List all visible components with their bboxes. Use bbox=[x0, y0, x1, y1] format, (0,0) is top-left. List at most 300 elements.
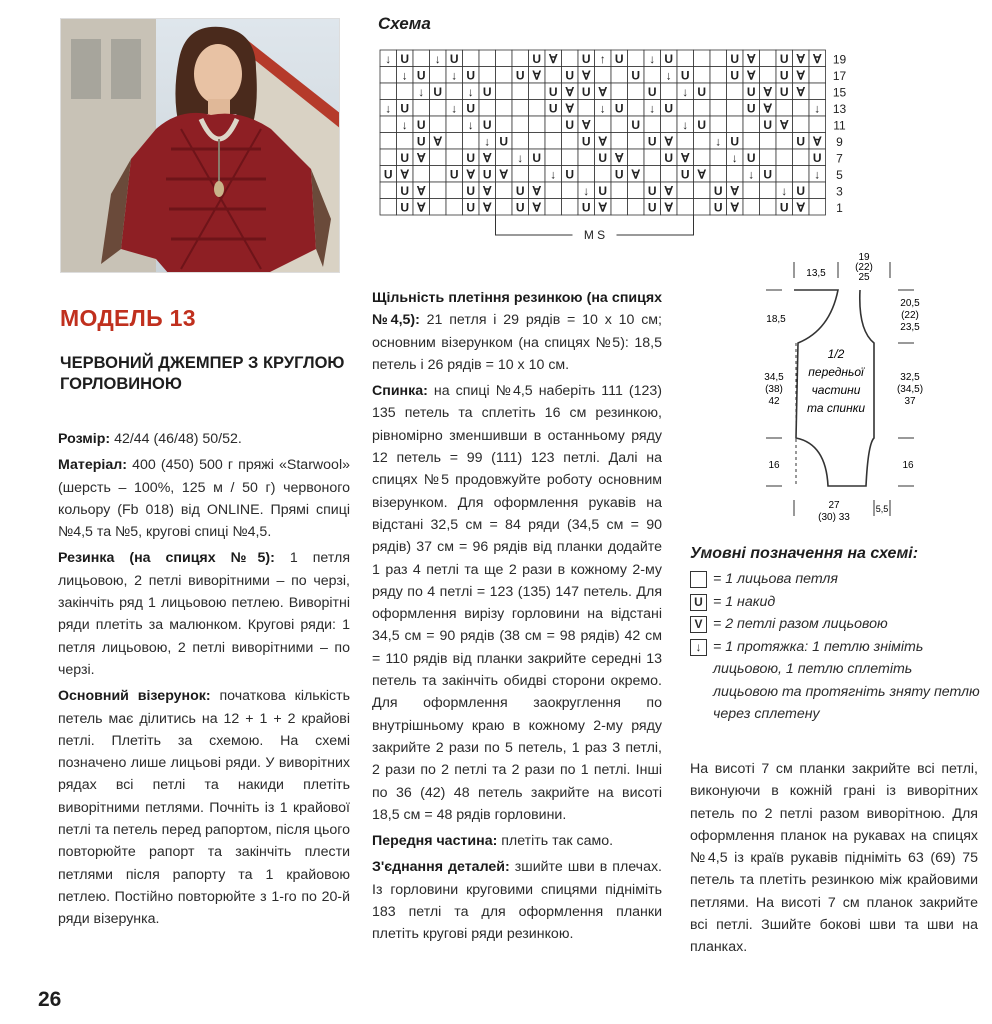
chart-symbol: U bbox=[466, 200, 476, 215]
chart-symbol: ↓ bbox=[649, 52, 656, 66]
chart-symbol: U bbox=[647, 134, 657, 149]
chart-symbol: ↓ bbox=[748, 167, 755, 182]
size-label: Розмір: bbox=[58, 431, 111, 447]
chart-cell bbox=[611, 83, 628, 100]
chart-cell bbox=[446, 149, 463, 166]
chart-symbol: U bbox=[779, 52, 789, 66]
chart-cell bbox=[397, 83, 414, 100]
chart-symbol: ∀ bbox=[615, 151, 624, 165]
chart-cell bbox=[710, 83, 727, 100]
chart-cell bbox=[496, 199, 513, 216]
chart-symbol: U bbox=[631, 118, 641, 132]
chart-symbol: U bbox=[614, 52, 624, 66]
chart-symbol: ∀ bbox=[796, 52, 805, 66]
chart-cell bbox=[545, 182, 562, 199]
chart-cell bbox=[727, 116, 744, 133]
row-number: 1 bbox=[836, 201, 843, 215]
chart-symbol: ↓ bbox=[517, 151, 524, 165]
chart-symbol: U bbox=[730, 52, 740, 66]
chart-cell bbox=[677, 133, 694, 150]
chart-cell bbox=[446, 133, 463, 150]
chart-cell bbox=[545, 67, 562, 84]
chart-symbol: U bbox=[664, 151, 674, 165]
chart-symbol: ∀ bbox=[730, 184, 739, 198]
chart-cell bbox=[397, 133, 414, 150]
chart-cell bbox=[694, 182, 711, 199]
page-number: 26 bbox=[38, 988, 62, 1011]
dim-right-top-3: 23,5 bbox=[900, 322, 920, 333]
chart-symbol: U bbox=[466, 101, 476, 116]
dim-right-mid-1: 32,5 bbox=[900, 372, 920, 383]
chart-cell bbox=[628, 182, 645, 199]
dim-top-neck: 19 bbox=[858, 252, 870, 263]
chart-symbol: ∀ bbox=[780, 118, 789, 132]
chart-symbol: ↓ bbox=[451, 68, 458, 83]
chart-symbol: ∀ bbox=[598, 134, 607, 149]
legend-item-knit bbox=[690, 568, 980, 591]
chart-symbol: U bbox=[598, 184, 608, 198]
chart-cell bbox=[760, 50, 777, 67]
chart-symbol: U bbox=[466, 151, 476, 165]
chart-cell bbox=[677, 100, 694, 117]
gauge-text: 21 петля і 29 рядів = 10 х 10 см; основним візерунком (на спицях №5): 18,5 петель і 26 рядів = 10 х 10 см. bbox=[372, 312, 662, 373]
chart-cell bbox=[430, 199, 447, 216]
dim-left-mid-3: 42 bbox=[768, 396, 780, 407]
dim-top-neck-2: (22) bbox=[855, 262, 873, 273]
chart-symbol: ↓ bbox=[451, 101, 458, 116]
chart-cell bbox=[743, 116, 760, 133]
rib-label: Резинка (на спицях №5): bbox=[58, 550, 275, 567]
chart-cell bbox=[512, 100, 529, 117]
chart-symbol: U bbox=[763, 118, 773, 132]
chart-cell bbox=[793, 149, 810, 166]
dim-right-top-1: 20,5 bbox=[900, 298, 920, 309]
chart-cell bbox=[644, 149, 661, 166]
chart-symbol: ↓ bbox=[682, 85, 689, 99]
empty-square-icon bbox=[690, 571, 707, 588]
chart-cell bbox=[611, 116, 628, 133]
chart-symbol: U bbox=[680, 167, 690, 182]
chart-cell bbox=[430, 149, 447, 166]
chart-symbol: ∀ bbox=[697, 167, 706, 182]
instructions-column-1 bbox=[58, 428, 350, 935]
chart-symbol: U bbox=[515, 200, 525, 215]
dim-bottom-width-1: 27 bbox=[828, 500, 840, 511]
chart-symbol: U bbox=[532, 52, 542, 66]
row-number: 17 bbox=[832, 69, 847, 83]
chart-cell bbox=[760, 67, 777, 84]
dim-left-mid-2: (38) bbox=[765, 384, 783, 395]
row-number: 7 bbox=[836, 151, 843, 166]
chart-symbol: U bbox=[532, 151, 542, 165]
chart-symbol: U bbox=[730, 68, 740, 83]
chart-symbol: U bbox=[713, 184, 723, 198]
model-subtitle: ЧЕРВОНИЙ ДЖЕМПЕР З КРУГЛОЮ ГОРЛОВИНОЮ bbox=[60, 354, 345, 393]
chart-cell bbox=[430, 100, 447, 117]
chart-symbol: ↓ bbox=[467, 118, 474, 132]
chart-cell bbox=[562, 50, 579, 67]
chart-symbol: ↓ bbox=[467, 85, 474, 99]
chart-symbol: ↓ bbox=[434, 52, 441, 66]
gauge-paragraph bbox=[372, 287, 662, 376]
chart-cell bbox=[496, 100, 513, 117]
repeat-label: M S bbox=[583, 228, 606, 242]
dim-top-left: 13,5 bbox=[806, 268, 826, 279]
chart-cell bbox=[743, 182, 760, 199]
chart-cell bbox=[545, 133, 562, 150]
chart-symbol: U bbox=[416, 68, 426, 83]
chart-symbol: ∀ bbox=[763, 101, 772, 116]
chart-cell bbox=[776, 149, 793, 166]
chart-cell bbox=[446, 83, 463, 100]
chart-symbol: U bbox=[581, 200, 591, 215]
chart-cell bbox=[529, 100, 546, 117]
dim-bottom-left: 16 bbox=[768, 460, 780, 471]
chart-cell bbox=[644, 67, 661, 84]
legend-item-k2tog bbox=[690, 613, 980, 636]
chart-cell bbox=[677, 50, 694, 67]
chart-symbol: U bbox=[631, 68, 641, 83]
chart-cell bbox=[611, 67, 628, 84]
chart-cell bbox=[628, 149, 645, 166]
chart-symbol: ∀ bbox=[598, 85, 607, 99]
chart-symbol: ↓ bbox=[649, 101, 656, 116]
size-paragraph bbox=[58, 428, 350, 450]
legend bbox=[690, 568, 980, 726]
chart-cell bbox=[793, 166, 810, 183]
chart-symbol: ∀ bbox=[813, 134, 822, 149]
chart-cell bbox=[512, 166, 529, 183]
chart-cell bbox=[529, 133, 546, 150]
schematic-label-4: та спинки bbox=[806, 401, 866, 415]
chart-symbol: U bbox=[581, 134, 591, 149]
legend-text-yarnover: = 1 накид bbox=[713, 593, 776, 610]
assembly-label: З'єднання деталей: bbox=[372, 859, 510, 876]
chart-symbol: U bbox=[565, 118, 575, 132]
chart-symbol: ↓ bbox=[599, 101, 606, 116]
chart-symbol: U bbox=[614, 167, 624, 182]
chart-symbol: ∀ bbox=[483, 151, 492, 165]
chart-symbol: U bbox=[433, 85, 443, 99]
chart-cell bbox=[644, 166, 661, 183]
chart-cell bbox=[628, 50, 645, 67]
legend-text-k2tog: = 2 петлі разом лицьовою bbox=[713, 616, 888, 632]
chart-cell bbox=[479, 67, 496, 84]
material-label: Матеріал: bbox=[58, 457, 127, 474]
chart-cell bbox=[628, 100, 645, 117]
assembly-paragraph bbox=[372, 856, 662, 945]
schematic-label-1: 1/2 bbox=[827, 347, 845, 361]
chart-cell bbox=[430, 116, 447, 133]
chart-symbol: U bbox=[647, 184, 657, 198]
chart-cell bbox=[710, 100, 727, 117]
yarnover-icon: U bbox=[690, 594, 707, 611]
dim-right-mid-3: 37 bbox=[904, 396, 916, 407]
chart-cell bbox=[512, 50, 529, 67]
chart-symbol: ∀ bbox=[565, 85, 574, 99]
chart-symbol: ↑ bbox=[599, 52, 606, 66]
chart-symbol: ∀ bbox=[483, 200, 492, 215]
chart-symbol: U bbox=[581, 52, 591, 66]
chart-symbol: U bbox=[466, 68, 476, 83]
k2tog-icon: V bbox=[690, 616, 707, 633]
instructions-column-3 bbox=[690, 758, 978, 963]
chart-symbol: ∀ bbox=[532, 68, 541, 83]
chart-cell bbox=[430, 67, 447, 84]
chart-symbol: ↓ bbox=[385, 101, 392, 116]
pattern-label: Основний візерунок: bbox=[58, 688, 211, 705]
front-text: плетіть так само. bbox=[497, 833, 614, 850]
chart-symbol: ∀ bbox=[400, 167, 409, 182]
dim-top-neck-3: 25 bbox=[858, 272, 870, 283]
chart-symbol: U bbox=[746, 85, 756, 99]
chart-symbol: ↓ bbox=[781, 184, 788, 198]
chart-cell bbox=[611, 182, 628, 199]
chart-symbol: ∀ bbox=[582, 68, 591, 83]
chart-symbol: ∀ bbox=[747, 68, 756, 83]
chart-cell bbox=[562, 182, 579, 199]
chart-symbol: U bbox=[499, 134, 509, 149]
chart-symbol: ↓ bbox=[665, 68, 672, 83]
garment-schematic-svg bbox=[758, 248, 938, 528]
chart-symbol: U bbox=[763, 167, 773, 182]
pattern-text: початкова кількість петель має ділитись на 12 + 1 + 2 крайові петлі. Плетіть за схемою. На схемі позначено лише лицьові ряди. У виворітних рядах всі петлі та накиди плетіть виворітними петлями. Почніть із 1 крайової петлі та петель перед рапортом, після цього повторюйте рапорт та закінчіть плести петлями після рапорту та 1 крайовою петлею. Постійно повторюйте з 1-го по 20-й ряди візерунка. bbox=[58, 688, 350, 928]
gauge-label: Щільність плетіння резинкою (на спицях №4,5): bbox=[372, 290, 662, 329]
legend-text-skp: = 1 протяжка: 1 петлю зніміть лицьовою, 1 петлю сплетіть лицьовою та протягніть зняту петлю через сплетену bbox=[713, 638, 980, 722]
chart-symbol: U bbox=[400, 200, 410, 215]
chart-cell bbox=[710, 149, 727, 166]
instructions-column-2 bbox=[372, 287, 662, 950]
chart-cell bbox=[479, 100, 496, 117]
pattern-paragraph bbox=[58, 685, 350, 930]
chart-cell bbox=[413, 100, 430, 117]
chart-symbol: U bbox=[664, 101, 674, 116]
chart-cell bbox=[446, 116, 463, 133]
chart-cell bbox=[809, 199, 826, 216]
dim-bottom-right: 16 bbox=[902, 460, 914, 471]
chart-cell bbox=[661, 83, 678, 100]
chart-cell bbox=[809, 182, 826, 199]
chart-cell bbox=[380, 116, 397, 133]
chart-symbol: U bbox=[565, 68, 575, 83]
row-number: 5 bbox=[836, 168, 843, 182]
chart-symbol: ∀ bbox=[549, 52, 558, 66]
chart-cell bbox=[727, 100, 744, 117]
chart-cell bbox=[463, 133, 480, 150]
chart-cell bbox=[628, 83, 645, 100]
chart-cell bbox=[694, 67, 711, 84]
chart-cell bbox=[743, 133, 760, 150]
chart-cell bbox=[496, 116, 513, 133]
chart-cell bbox=[710, 116, 727, 133]
chart-symbol: ↓ bbox=[385, 52, 392, 66]
row-number: 15 bbox=[832, 85, 847, 100]
legend-item-yarnover bbox=[690, 591, 980, 614]
chart-cell bbox=[710, 50, 727, 67]
chart-cell bbox=[496, 149, 513, 166]
chart-symbol: ∀ bbox=[796, 200, 805, 215]
model-photo bbox=[60, 18, 340, 273]
row-number: 3 bbox=[836, 184, 843, 199]
chart-cell bbox=[496, 50, 513, 67]
row-number: 9 bbox=[836, 135, 843, 149]
chart-cell bbox=[380, 149, 397, 166]
chart-cell bbox=[661, 166, 678, 183]
chart-symbol: U bbox=[515, 68, 525, 83]
chart-cell bbox=[545, 199, 562, 216]
legend-title: Умовні позначення на схемі: bbox=[690, 545, 919, 562]
chart-symbol: ↓ bbox=[715, 134, 722, 149]
chart-cell bbox=[611, 133, 628, 150]
chart-symbol: ∀ bbox=[565, 101, 574, 116]
finishing-paragraph: На висоті 7 см планки закрийте всі петлі, виконуючи в кожній грані із виворітних петель по 2 петлі разом виворітною. Для оформлення планок на рукавах на спицях №4,5 із країв рукавів підніміть 63 (69) 75 петель та плетіть резинкою між крайовими петлями. На висоті 7 см планок закрийте всі петлі. Зшийте бокові шви та шви на планках. bbox=[690, 761, 978, 956]
row-number: 13 bbox=[832, 102, 847, 116]
chart-symbol: ∀ bbox=[796, 68, 805, 83]
chart-symbol: U bbox=[416, 134, 426, 149]
dim-shoulder-drop: 18,5 bbox=[766, 314, 786, 325]
chart-symbol: U bbox=[713, 200, 723, 215]
chart-symbol: U bbox=[647, 200, 657, 215]
chart-symbol: U bbox=[614, 101, 624, 116]
chart-cell bbox=[463, 50, 480, 67]
chart-symbol: ∀ bbox=[466, 167, 475, 182]
chart-symbol: U bbox=[548, 85, 558, 99]
chart-symbol: U bbox=[581, 85, 591, 99]
legend-text-knit: = 1 лицьова петля bbox=[713, 571, 838, 587]
chart-symbol: U bbox=[482, 118, 492, 132]
schema-title: Схема bbox=[378, 14, 431, 33]
chart-symbol: U bbox=[779, 85, 789, 99]
chart-cell bbox=[710, 67, 727, 84]
chart-cell bbox=[793, 116, 810, 133]
chart-cell bbox=[743, 199, 760, 216]
chart-cell bbox=[595, 166, 612, 183]
chart-symbol: ↓ bbox=[401, 118, 408, 132]
chart-cell bbox=[496, 83, 513, 100]
chart-cell bbox=[694, 199, 711, 216]
chart-cell bbox=[430, 182, 447, 199]
chart-symbol: ↓ bbox=[418, 85, 425, 99]
material-paragraph bbox=[58, 454, 350, 543]
chart-cell bbox=[677, 199, 694, 216]
chart-cell bbox=[430, 166, 447, 183]
chart-cell bbox=[529, 116, 546, 133]
chart-cell bbox=[628, 199, 645, 216]
chart-symbol: U bbox=[515, 184, 525, 198]
chart-cell bbox=[793, 100, 810, 117]
chart-cell bbox=[694, 50, 711, 67]
chart-symbol: ∀ bbox=[483, 184, 492, 198]
row-number: 11 bbox=[833, 118, 846, 133]
chart-symbol: U bbox=[466, 184, 476, 198]
chart-cell bbox=[578, 100, 595, 117]
chart-symbol: ∀ bbox=[631, 167, 640, 182]
chart-cell bbox=[809, 116, 826, 133]
chart-cell bbox=[380, 133, 397, 150]
chart-symbol: ∀ bbox=[730, 200, 739, 215]
chart-cell bbox=[496, 67, 513, 84]
chart-cell bbox=[595, 67, 612, 84]
chart-cell bbox=[694, 133, 711, 150]
front-label: Передня частина: bbox=[372, 833, 498, 850]
chart-symbol: ∀ bbox=[664, 134, 673, 149]
schematic-label-3: частини bbox=[811, 383, 861, 397]
dim-left-mid-1: 34,5 bbox=[764, 372, 784, 383]
chart-symbol: U bbox=[779, 200, 789, 215]
schematic-label-2: передньої bbox=[808, 365, 864, 379]
chart-symbol: ∀ bbox=[664, 184, 673, 198]
chart-symbol: ↓ bbox=[401, 68, 408, 83]
size-text: 42/44 (46/48) 50/52. bbox=[110, 431, 242, 447]
dim-bottom-width-2: (30) 33 bbox=[818, 512, 850, 523]
front-paragraph bbox=[372, 830, 662, 852]
chart-cell bbox=[661, 116, 678, 133]
chart-symbol: ∀ bbox=[532, 200, 541, 215]
chart-cell bbox=[512, 83, 529, 100]
chart-symbol: ↓ bbox=[731, 151, 738, 165]
chart-symbol: ∀ bbox=[499, 167, 508, 182]
chart-symbol: U bbox=[400, 184, 410, 198]
chart-symbol: U bbox=[565, 167, 575, 182]
chart-symbol: ∀ bbox=[417, 184, 426, 198]
chart-symbol: ↓ bbox=[682, 118, 689, 132]
chart-cell bbox=[760, 133, 777, 150]
rib-paragraph bbox=[58, 547, 350, 681]
chart-cell bbox=[809, 67, 826, 84]
chart-cell bbox=[413, 50, 430, 67]
chart-symbol: U bbox=[482, 85, 492, 99]
chart-cell bbox=[760, 149, 777, 166]
chart-symbol: ∀ bbox=[681, 151, 690, 165]
chart-cell bbox=[628, 133, 645, 150]
chart-symbol: ∀ bbox=[582, 118, 591, 132]
chart-cell bbox=[380, 83, 397, 100]
chart-symbol: U bbox=[400, 151, 410, 165]
dim-right-mid-2: (34,5) bbox=[896, 384, 924, 395]
chart-cell bbox=[380, 182, 397, 199]
assembly-text: зшийте шви в плечах. Із горловини круговими спицями підніміть 183 петлі та для оформлення планки плетіть кругові ряди резинкою. bbox=[372, 859, 662, 943]
chart-symbol: U bbox=[796, 184, 806, 198]
garment-schematic bbox=[758, 248, 938, 528]
chart-cell bbox=[578, 149, 595, 166]
chart-symbol: ∀ bbox=[417, 200, 426, 215]
chart-cell bbox=[694, 149, 711, 166]
chart-cell bbox=[760, 182, 777, 199]
chart-symbol: ↓ bbox=[814, 167, 821, 182]
chart-cell bbox=[727, 83, 744, 100]
chart-cell bbox=[809, 83, 826, 100]
chart-cell bbox=[512, 133, 529, 150]
chart-cell bbox=[595, 116, 612, 133]
chart-cell bbox=[776, 100, 793, 117]
chart-cell bbox=[694, 100, 711, 117]
chart-cell bbox=[446, 182, 463, 199]
chart-symbol: U bbox=[449, 52, 459, 66]
chart-symbol: U bbox=[746, 151, 756, 165]
chart-symbol: U bbox=[746, 101, 756, 116]
chart-symbol: U bbox=[680, 68, 690, 83]
chart-symbol: ∀ bbox=[433, 134, 442, 149]
chart-symbol: ↓ bbox=[814, 101, 821, 116]
back-text: на спиці №4,5 наберіть 111 (123) 135 петель та сплетіть 16 см резинкою, рівномірно зменшивши в останньому ряду 12 петель = 99 (111) 123 петлі. Далі на спицях №5 продовжуйте роботу основним візерунком. Для оформлення рукавів на відстані 32,5 см = 84 ряди (34,5 см = 90 рядів) 37 см = 96 рядів від планки додайте 1 раз 4 петлі та ще 2 рази в кожному 2-му ряду по 4 петлі = 123 (135) 147 петель. Для оформлення вирізу горловини на відстані 34,5 см = 90 рядів (38 см = 98 рядів) 42 см = 110 рядів від планки закрийте середні 13 петель та закінчіть обидві сторони окремо. Для оформлення заокруглення по внутрішньому краю в кожному 2-му ряду закрийте 2 рази по 5 петель, 1 раз 3 петлі, 2 рази по 2 петлі та 2 рази по 1 петлі. Інші по 36 (42) 48 петель закрийте на висоті 18,5 см = 48 рядів горловини. bbox=[372, 383, 662, 823]
chart-symbol: U bbox=[779, 68, 789, 83]
knitting-chart-svg bbox=[378, 48, 858, 260]
chart-cell bbox=[529, 166, 546, 183]
chart-symbol: U bbox=[383, 167, 393, 182]
chart-cell bbox=[677, 182, 694, 199]
chart-symbol: ∀ bbox=[763, 85, 772, 99]
chart-cell bbox=[562, 149, 579, 166]
